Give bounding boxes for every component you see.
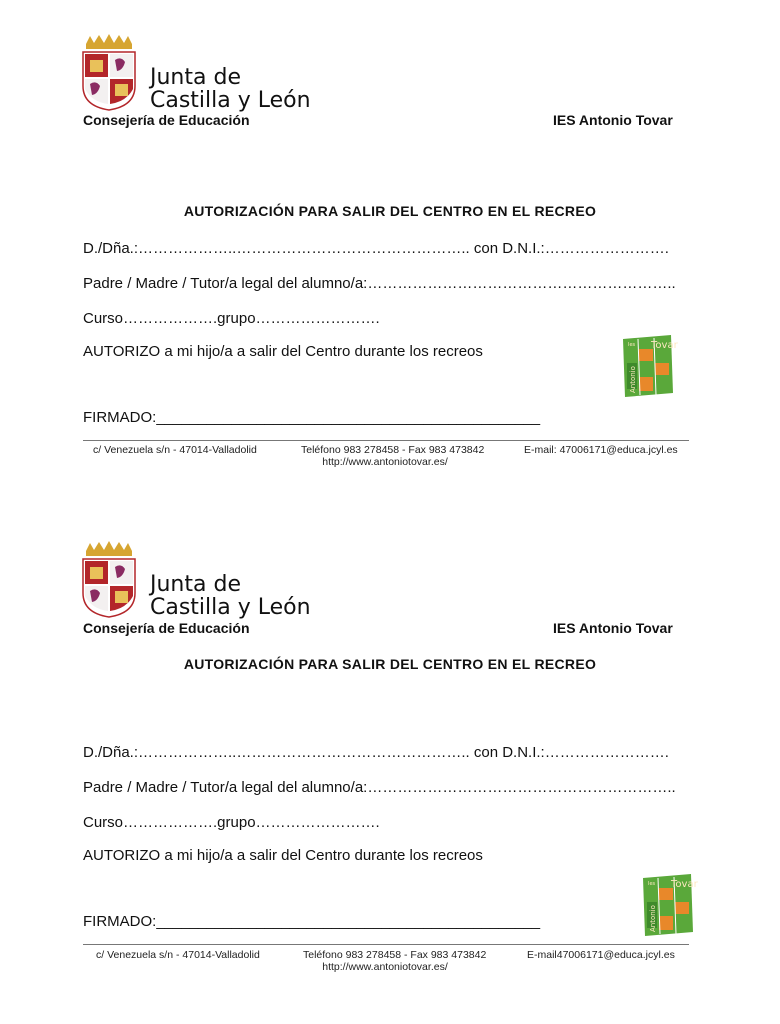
jcyl-crest-icon [80, 541, 138, 619]
form-title: AUTORIZACIÓN PARA SALIR DEL CENTRO EN EL RECREO [183, 656, 597, 672]
brand-line-1: Junta de [150, 572, 241, 597]
signature-field[interactable]: FIRMADO:______________________________________________ [83, 913, 541, 930]
jcyl-wordmark [150, 66, 311, 112]
brand-line-2: Castilla y León [150, 88, 311, 113]
signature-field[interactable]: FIRMADO:______________________________________________ [83, 409, 541, 426]
jcyl-crest-icon [80, 34, 138, 112]
student-name-field[interactable]: D./Dña.:………………..……………………………………….. con D.N.I.:……………………. [83, 744, 669, 761]
footer-phone: Teléfono 983 278458 - Fax 983 473842 [303, 949, 487, 961]
school-label: IES Antonio Tovar [553, 620, 673, 636]
footer-divider [83, 944, 689, 945]
parent-field[interactable]: Padre / Madre / Tutor/a legal del alumno/a:…………………………………………………….. [83, 779, 676, 796]
parent-field[interactable]: Padre / Madre / Tutor/a legal del alumno/a:…………………………………………………….. [83, 275, 676, 292]
footer-email: E-mail: 47006171@educa.jcyl.es [524, 444, 678, 456]
footer-email: E-mail47006171@educa.jcyl.es [527, 949, 675, 961]
course-group-field[interactable]: Curso……………….grupo……………………. [83, 310, 380, 327]
tovar-logo-side: Antonio [629, 366, 637, 393]
tovar-logo-word: Tovar [651, 340, 678, 351]
footer-phone: Teléfono 983 278458 - Fax 983 473842 [301, 444, 485, 456]
tovar-logo-small: Ies [628, 342, 636, 348]
form-title: AUTORIZACIÓN PARA SALIR DEL CENTRO EN EL RECREO [183, 203, 597, 219]
department-label: Consejería de Educación [83, 620, 250, 636]
authorization-statement: AUTORIZO a mi hijo/a a salir del Centro durante los recreos [83, 343, 483, 360]
tovar-logo-icon [621, 335, 678, 397]
department-label: Consejería de Educación [83, 112, 250, 128]
tovar-logo-word: Tovar [671, 879, 698, 890]
authorization-statement: AUTORIZO a mi hijo/a a salir del Centro durante los recreos [83, 847, 483, 864]
brand-line-1: Junta de [150, 65, 241, 90]
footer-website[interactable]: http://www.antoniotovar.es/ [322, 961, 448, 973]
footer-website[interactable]: http://www.antoniotovar.es/ [322, 456, 448, 468]
footer-address: c/ Venezuela s/n - 47014-Valladolid [96, 949, 260, 961]
course-group-field[interactable]: Curso……………….grupo……………………. [83, 814, 380, 831]
jcyl-wordmark [150, 573, 311, 619]
tovar-logo-side: Antonio [649, 905, 657, 932]
school-label: IES Antonio Tovar [553, 112, 673, 128]
footer-divider [83, 440, 689, 441]
footer-address: c/ Venezuela s/n - 47014-Valladolid [93, 444, 257, 456]
tovar-logo-icon [639, 874, 698, 936]
tovar-logo-small: Ies [648, 881, 656, 887]
brand-line-2: Castilla y León [150, 595, 311, 620]
student-name-field[interactable]: D./Dña.:………………..……………………………………….. con D.N.I.:……………………. [83, 240, 669, 257]
